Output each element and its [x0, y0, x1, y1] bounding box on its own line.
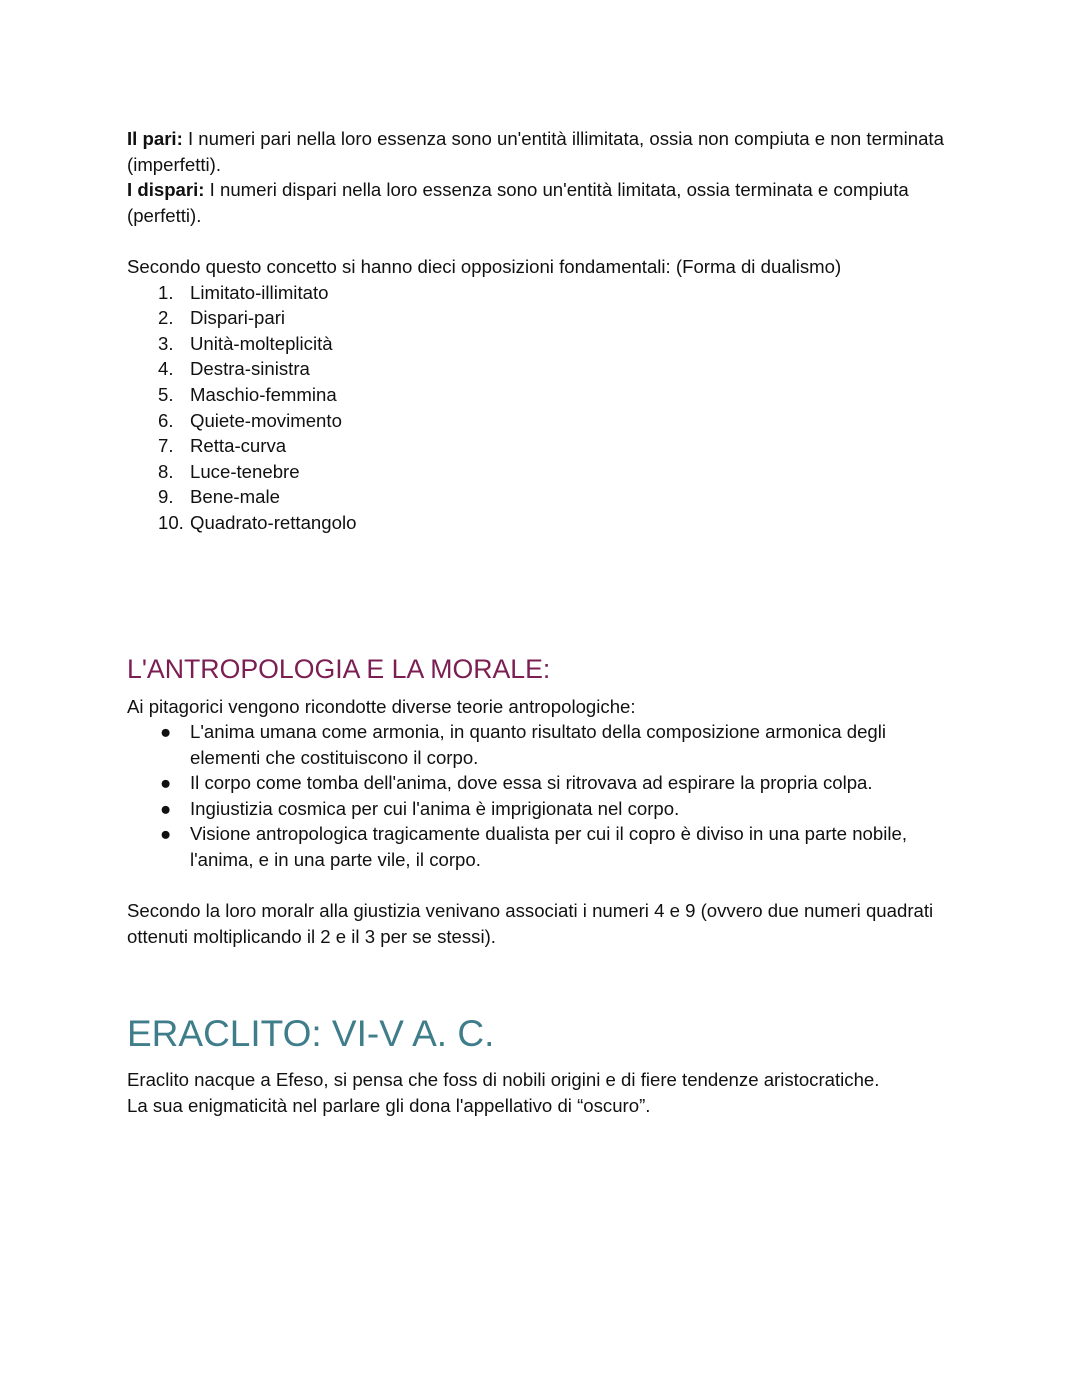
list-label: Limitato-illimitato: [190, 281, 329, 303]
antropologia-intro: Ai pitagorici vengono ricondotte diverse teorie antropologiche:: [127, 695, 636, 717]
list-item: [127, 305, 957, 331]
list-number: 9.: [158, 486, 174, 508]
list-label: Luce-tenebre: [190, 460, 300, 482]
list-label: Quadrato-rettangolo: [190, 511, 357, 533]
list-number: 1.: [158, 281, 174, 303]
pari-term: Il pari:: [127, 128, 183, 149]
list-item: [127, 356, 957, 382]
list-number: 7.: [158, 435, 174, 457]
antropologia-heading: L'ANTROPOLOGIA E LA MORALE:: [127, 653, 551, 684]
dispari-paragraph: [127, 177, 957, 228]
list-item: [127, 408, 957, 434]
bullet-icon: ●: [160, 823, 172, 845]
eraclito-line-2: La sua enigmaticità nel parlare gli dona l'appellativo di “oscuro”.: [127, 1095, 651, 1117]
bullet-icon: ●: [160, 772, 172, 794]
list-number: 6.: [158, 409, 174, 431]
bullet-text: Visione antropologica tragicamente dualista per cui il copro è diviso in una parte nobile, l'anima, e in una parte vile, il corpo.: [190, 823, 907, 871]
document-page: [127, 126, 957, 1119]
list-number: 3.: [158, 332, 174, 354]
list-label: Quiete-movimento: [190, 409, 342, 431]
list-number: 5.: [158, 383, 174, 405]
list-item: [127, 382, 957, 408]
list-item: [127, 459, 957, 485]
list-label: Unità-molteplicità: [190, 332, 333, 354]
dispari-text: I numeri dispari nella loro essenza sono un'entità limitata, ossia terminata e compiuta (perfetti).: [127, 179, 909, 226]
list-item: [127, 770, 957, 796]
eraclito-line-1: Eraclito nacque a Efeso, si pensa che foss di nobili origini e di fiere tendenze aristocratiche.: [127, 1069, 880, 1091]
list-item: [127, 280, 957, 306]
list-number: 8.: [158, 460, 174, 482]
bullet-text: Ingiustizia cosmica per cui l'anima è imprigionata nel corpo.: [190, 797, 680, 819]
pari-paragraph: [127, 126, 957, 177]
opposizioni-list: [127, 280, 957, 536]
list-item: [127, 433, 957, 459]
list-item: [127, 331, 957, 357]
pari-text: I numeri pari nella loro essenza sono un'entità illimitata, ossia non compiuta e non terminata (imperfetti).: [127, 128, 944, 175]
list-label: Maschio-femmina: [190, 383, 337, 405]
list-item: [127, 719, 957, 770]
list-item: [127, 484, 957, 510]
bullet-icon: ●: [160, 797, 172, 819]
list-number: 2.: [158, 307, 174, 329]
list-label: Dispari-pari: [190, 307, 286, 329]
list-label: Bene-male: [190, 486, 280, 508]
opposizioni-intro: Secondo questo concetto si hanno dieci opposizioni fondamentali: (Forma di dualismo): [127, 255, 842, 277]
bullet-text: Il corpo come tomba dell'anima, dove essa si ritrovava ad espirare la propria colpa.: [190, 772, 873, 794]
list-label: Retta-curva: [190, 435, 287, 457]
antropologia-bullets: [127, 719, 957, 873]
bullet-text: L'anima umana come armonia, in quanto risultato della composizione armonica degli elementi che costituiscono il corpo.: [190, 721, 887, 768]
bullet-icon: ●: [160, 721, 172, 743]
list-number: 10.: [158, 511, 184, 533]
list-item: [127, 510, 957, 536]
list-item: [127, 796, 957, 822]
eraclito-heading: ERACLITO: VI-V A. C.: [127, 1013, 495, 1055]
morale-paragraph: Secondo la loro moralr alla giustizia venivano associati i numeri 4 e 9 (ovvero due numeri quadrati ottenuti moltiplicando il 2 e il 3 per se stessi).: [127, 900, 934, 947]
list-number: 4.: [158, 358, 174, 380]
dispari-term: I dispari:: [127, 179, 205, 201]
list-label: Destra-sinistra: [190, 358, 310, 380]
list-item: [127, 821, 957, 872]
